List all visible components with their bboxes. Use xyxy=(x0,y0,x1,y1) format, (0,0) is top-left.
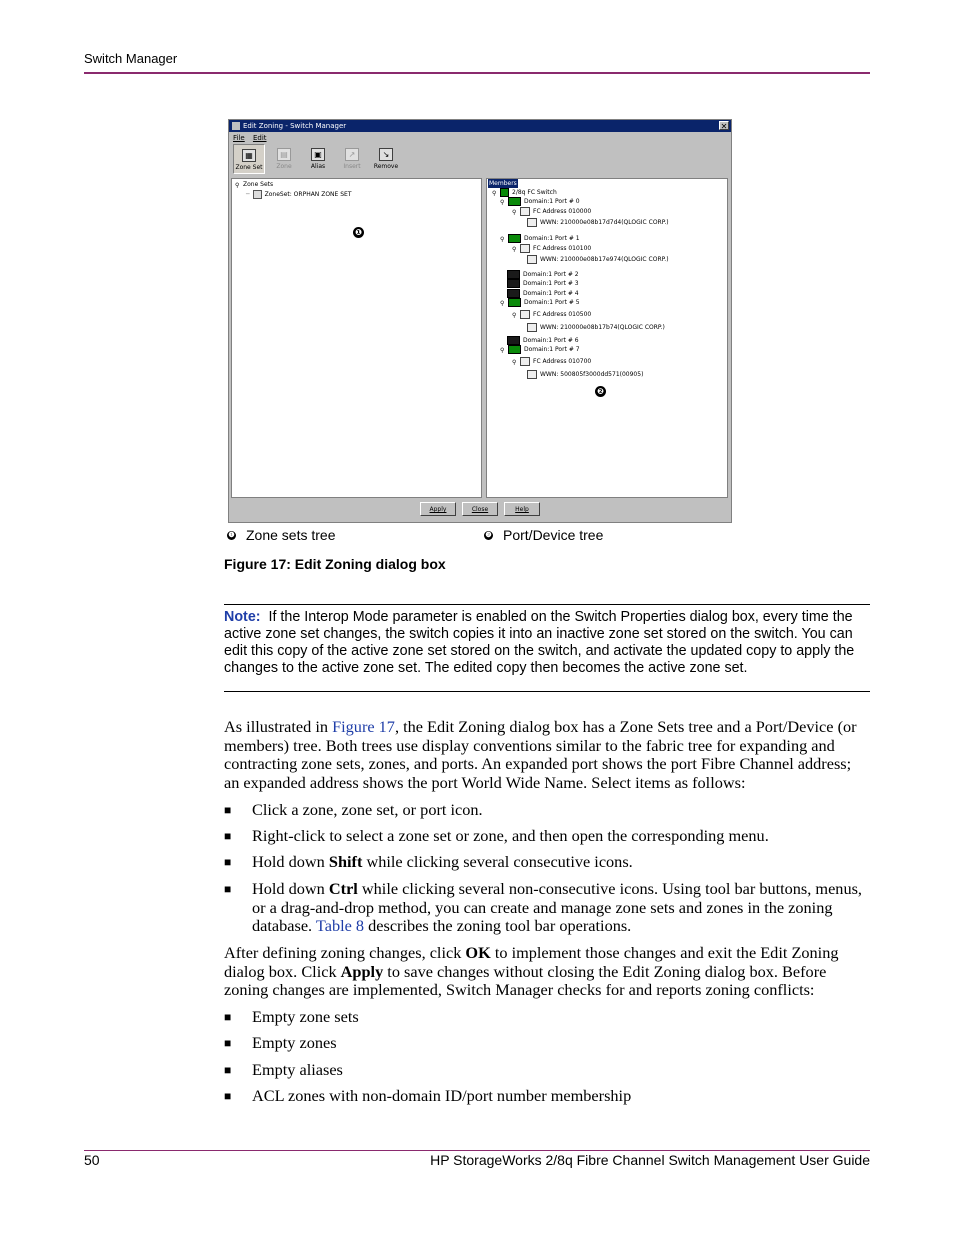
bullet-text: Empty zones xyxy=(252,1033,337,1052)
tree-node-members-root[interactable] xyxy=(488,179,518,188)
wwn-label: WWN: 210000e08b17e974(QLOGIC CORP.) xyxy=(540,256,669,263)
note-rule-top xyxy=(224,604,870,605)
port-label: Domain:1 Port # 7 xyxy=(524,346,580,353)
port-icon xyxy=(508,234,521,243)
bullet-mark: ■ xyxy=(224,1010,232,1024)
list-item xyxy=(224,853,870,872)
bullet-text-post: while clicking several consecutive icons. xyxy=(362,852,633,871)
expand-key-icon: ⚲ xyxy=(500,236,505,243)
menu-file[interactable]: File xyxy=(233,134,245,142)
insert-icon: ↗ xyxy=(345,148,359,161)
zone-sets-tree[interactable] xyxy=(231,178,482,498)
page-number: 50 xyxy=(84,1152,100,1168)
para2-part2: to implement those changes and exit the Edit Zoning dialog box. Click xyxy=(224,943,839,981)
remove-button[interactable] xyxy=(371,144,401,172)
note-text: If the Interop Mode parameter is enabled on the Switch Properties dialog box, every time the active zone set changes, the switch copies it into an inactive zone set stored on the switch. You can edit this copy of the active zone set stored on the switch, and activate the updated copy to apply the changes to the active zone set. The edited copy then becomes the active zone set. xyxy=(224,609,855,676)
close-button[interactable] xyxy=(462,502,498,516)
legend-item xyxy=(227,527,336,543)
shift-key-label: Shift xyxy=(328,852,363,871)
alias-label: Alias xyxy=(310,163,326,170)
tree-node-zone-sets-root[interactable] xyxy=(235,180,273,189)
tree-node-fc-address[interactable] xyxy=(512,207,591,216)
port-label: Domain:1 Port # 0 xyxy=(524,198,580,205)
tree-node-fc-address[interactable] xyxy=(512,310,591,319)
switch-label: 2/8q FC Switch xyxy=(512,189,557,196)
fc-address-label: FC Address 010000 xyxy=(533,208,592,215)
fc-address-label: FC Address 010500 xyxy=(533,311,592,318)
tree-node-wwn[interactable] xyxy=(527,218,669,227)
apply-button-label: Apply xyxy=(429,506,447,513)
menubar xyxy=(229,132,731,144)
tree-node-zoneset[interactable]: ─ ZoneSet: ORPHAN ZONE SET xyxy=(246,191,352,198)
dialog-title: Edit Zoning - Switch Manager xyxy=(243,122,347,130)
tree-node-port[interactable] xyxy=(507,336,579,345)
alias-button[interactable] xyxy=(303,144,333,172)
bullet-mark: ■ xyxy=(224,803,232,817)
fc-address-label: FC Address 010100 xyxy=(533,245,592,252)
alias-icon: ▣ xyxy=(311,148,325,161)
bullet-mark: ■ xyxy=(224,1089,232,1103)
bullet-text-mid: while clicking several non-consecutive icons. Using tool bar buttons, menus, or a drag-and-drop method, you can create and manage zone sets and zones in the zoning database. xyxy=(252,879,862,935)
header-section-title: Switch Manager xyxy=(84,51,178,66)
close-button-label: Close xyxy=(471,506,489,513)
tree-node-port[interactable] xyxy=(500,234,580,243)
bullet-text-pre: Hold down xyxy=(252,879,329,898)
help-button[interactable] xyxy=(504,502,540,516)
paragraph-intro xyxy=(224,718,870,792)
port-label: Domain:1 Port # 3 xyxy=(523,280,579,287)
bullet-mark: ■ xyxy=(224,855,232,869)
device-icon xyxy=(527,323,537,332)
figure-17-link[interactable]: Figure 17 xyxy=(332,717,395,736)
note-box xyxy=(224,609,870,677)
para1-post: , the Edit Zoning dialog box has a Zone Sets tree and a Port/Device (or members) tree. Both trees use display conventions similar to the fabric tree for expanding and contracting zone sets, zones, and ports. An expanded port shows the port Fibre Channel address; an expanded address shows the port World Wide Name. Select items as follows: xyxy=(224,717,857,792)
zone-set-icon: ▦ xyxy=(242,149,256,162)
bullet-text-post: describes the zoning tool bar operations. xyxy=(364,916,632,935)
tree-node-fc-address[interactable] xyxy=(512,244,591,253)
wwn-label: WWN: 500805f3000dd571(00905) xyxy=(540,371,644,378)
fc-address-icon xyxy=(520,357,530,366)
expand-key-icon: ⚲ xyxy=(512,209,517,216)
fc-address-label: FC Address 010700 xyxy=(533,358,592,365)
tree-node-wwn[interactable] xyxy=(527,323,665,332)
apply-button[interactable] xyxy=(420,502,456,516)
port-label: Domain:1 Port # 4 xyxy=(523,290,579,297)
list-item xyxy=(224,1008,870,1027)
port-label: Domain:1 Port # 2 xyxy=(523,271,579,278)
tree-node-port[interactable] xyxy=(500,345,580,354)
paragraph-apply xyxy=(224,944,870,1000)
zone-set-button[interactable] xyxy=(233,144,265,174)
bullet-mark: ■ xyxy=(224,829,232,843)
fc-address-icon xyxy=(520,310,530,319)
fc-address-icon xyxy=(520,244,530,253)
bullet-text: Empty zone sets xyxy=(252,1007,359,1026)
para1-pre: As illustrated in xyxy=(224,717,333,736)
port-icon xyxy=(508,197,521,206)
device-icon xyxy=(527,255,537,264)
port-icon xyxy=(508,298,521,307)
zone-icon: ▤ xyxy=(277,148,291,161)
note-rule-bottom xyxy=(224,691,870,692)
tree-node-port[interactable] xyxy=(500,197,580,206)
tree-node-switch[interactable] xyxy=(492,188,557,197)
list-item xyxy=(224,801,870,820)
note-label: Note: xyxy=(224,609,261,625)
help-button-label: Help xyxy=(515,506,529,513)
port-label: Domain:1 Port # 6 xyxy=(523,337,579,344)
para2-part3: to save changes without closing the Edit Zoning dialog box. Before zoning changes are implemented, Switch Manager checks for and reports zoning conflicts: xyxy=(224,961,827,999)
tree-node-fc-address[interactable] xyxy=(512,357,591,366)
expand-key-icon: ⚲ xyxy=(500,199,505,206)
app-icon xyxy=(232,122,240,130)
close-icon[interactable]: ✕ xyxy=(720,122,728,131)
bullet-text xyxy=(252,880,870,936)
zone-sets-root-label: Zone Sets xyxy=(243,181,274,188)
bullet-text: Right-click to select a zone set or zone, and then open the corresponding menu. xyxy=(252,826,769,845)
members-root-label: Members xyxy=(489,180,517,187)
device-icon xyxy=(527,218,537,227)
figure-caption: Figure 17: Edit Zoning dialog box xyxy=(224,556,446,572)
list-item xyxy=(224,1034,870,1053)
insert-button[interactable] xyxy=(337,144,367,172)
port-label: Domain:1 Port # 5 xyxy=(524,299,580,306)
bullet-text: Empty aliases xyxy=(252,1060,343,1079)
wwn-label: WWN: 210000e08b17b74(QLOGIC CORP.) xyxy=(540,324,665,331)
expand-key-icon: ⚲ xyxy=(512,359,517,366)
edit-zoning-dialog xyxy=(228,119,732,523)
expand-key-icon: ⚲ xyxy=(235,182,240,189)
table-8-link[interactable]: Table 8 xyxy=(315,916,365,935)
expand-key-icon: ⚲ xyxy=(512,246,517,253)
expand-key-icon: ⚲ xyxy=(492,190,497,197)
footer-doc-title: HP StorageWorks 2/8q Fibre Channel Switch Management User Guide xyxy=(430,1152,870,1168)
device-icon xyxy=(527,370,537,379)
header-rule xyxy=(84,72,870,74)
port-icon xyxy=(507,270,520,279)
list-item xyxy=(224,1087,870,1106)
toolbar xyxy=(229,144,731,172)
tree-node-port[interactable] xyxy=(507,279,579,288)
tree-node-wwn[interactable] xyxy=(527,370,643,379)
legend-text-2: Port/Device tree xyxy=(503,527,604,543)
port-icon xyxy=(507,336,520,345)
zone-set-label: Zone Set xyxy=(235,164,263,171)
para2-part1: After defining zoning changes, click xyxy=(224,943,466,962)
fc-address-icon xyxy=(520,207,530,216)
legend-item xyxy=(484,527,603,543)
bullet-mark: ■ xyxy=(224,1036,232,1050)
zone-button[interactable] xyxy=(269,144,299,172)
callout-1: ❶ xyxy=(353,227,364,238)
expand-key-icon: ⚲ xyxy=(512,312,517,319)
tree-node-wwn[interactable] xyxy=(527,255,669,264)
list-item xyxy=(224,880,870,936)
port-icon xyxy=(508,345,521,354)
legend-callout-1: ❶ xyxy=(228,531,235,539)
bullet-text: Click a zone, zone set, or port icon. xyxy=(252,800,483,819)
expand-key-icon: ⚲ xyxy=(500,347,505,354)
footer-rule xyxy=(84,1150,870,1151)
callout-2: ❷ xyxy=(595,386,606,397)
tree-node-port[interactable] xyxy=(500,298,580,307)
remove-icon: ↘ xyxy=(379,148,393,161)
bullet-mark: ■ xyxy=(224,882,232,896)
port-icon xyxy=(507,289,520,298)
port-label: Domain:1 Port # 1 xyxy=(524,235,580,242)
apply-label: Apply xyxy=(340,961,384,981)
expand-key-icon: ⚲ xyxy=(500,300,505,307)
tree-node-port[interactable] xyxy=(507,270,579,279)
switch-icon xyxy=(500,188,509,197)
menu-edit[interactable]: Edit xyxy=(252,134,267,142)
ok-label: OK xyxy=(465,943,491,962)
zoneset-icon xyxy=(253,190,262,199)
tree-node-port[interactable] xyxy=(507,289,579,298)
dialog-titlebar xyxy=(229,120,731,132)
dialog-button-bar xyxy=(229,502,731,516)
remove-label: Remove xyxy=(373,163,399,170)
insert-label: Insert xyxy=(343,163,361,170)
bullet-text: ACL zones with non-domain ID/port number membership xyxy=(252,1086,632,1105)
bullet-mark: ■ xyxy=(224,1063,232,1077)
list-item xyxy=(224,1061,870,1080)
wwn-label: WWN: 210000e08b17d7d4(QLOGIC CORP.) xyxy=(540,219,669,226)
port-device-tree[interactable] xyxy=(486,178,728,498)
bullet-text-pre: Hold down xyxy=(252,852,329,871)
port-icon xyxy=(507,279,520,288)
bullet-text xyxy=(252,853,870,872)
list-item xyxy=(224,827,870,846)
ctrl-key-label: Ctrl xyxy=(328,879,358,898)
zoneset-label: ZoneSet: ORPHAN ZONE SET xyxy=(264,191,352,198)
zone-label: Zone xyxy=(276,163,292,170)
legend-callout-2: ❷ xyxy=(485,531,492,539)
legend-text-1: Zone sets tree xyxy=(246,527,336,543)
